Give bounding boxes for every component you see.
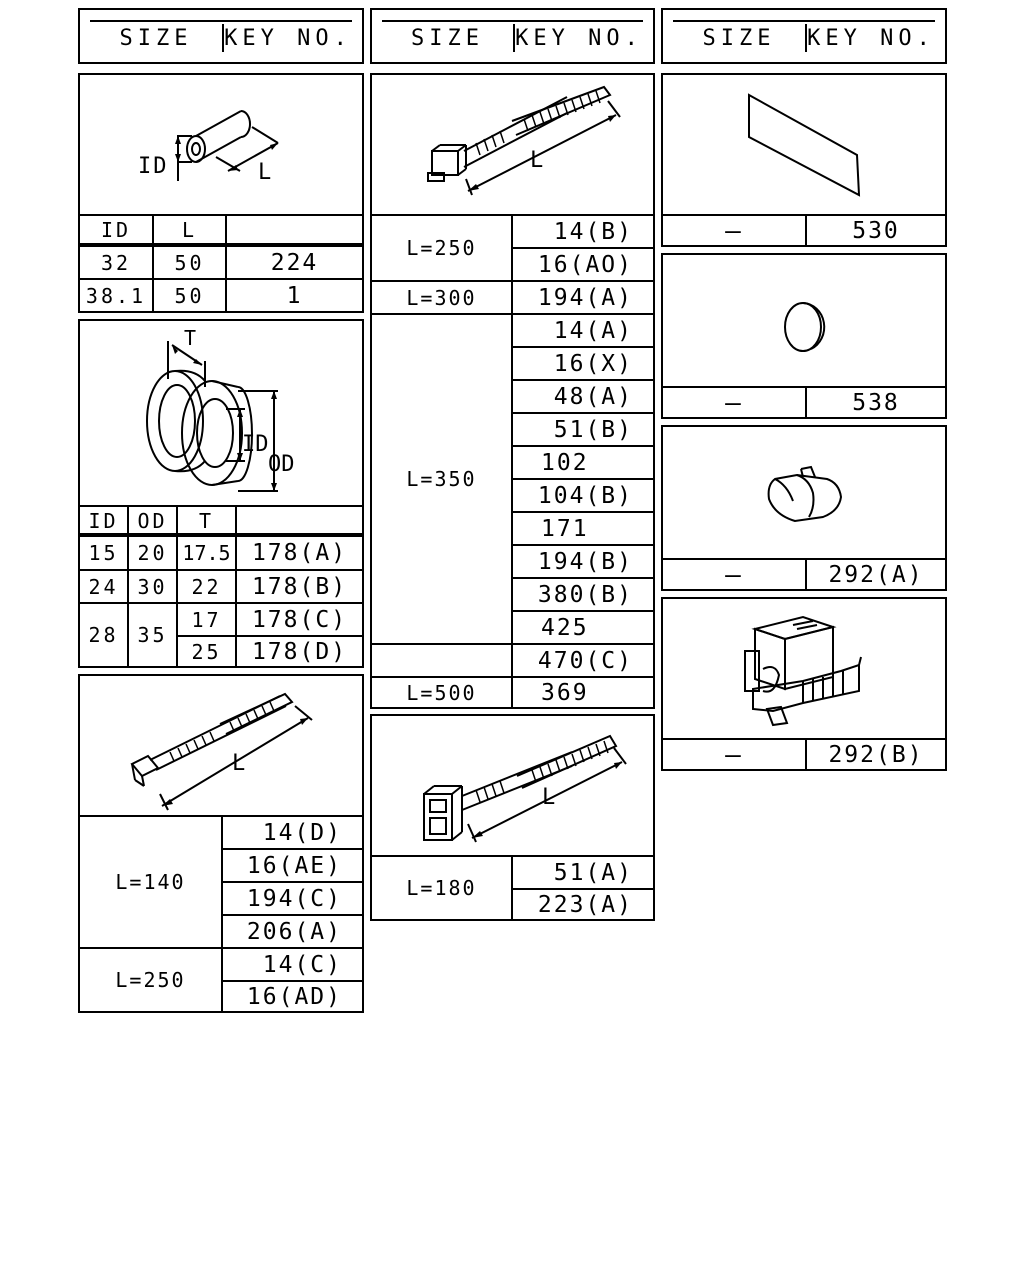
cable-tie-180-panel	[370, 714, 655, 921]
cell-key-no: 16(AD)	[246, 983, 342, 1010]
dim-l-label: L	[258, 160, 272, 185]
cell-key-no: 16(X)	[553, 350, 633, 377]
cell-t: 22	[191, 574, 222, 599]
cell-key-no: 538	[852, 389, 900, 416]
cell-key-no: 194(A)	[537, 284, 633, 311]
cell-key-no: 178(B)	[251, 573, 348, 600]
tape-sheet-panel	[661, 73, 947, 247]
cable-tie-140-panel	[78, 674, 364, 1013]
cell-key-no: 51(B)	[553, 416, 633, 443]
cell-key-no: 425	[541, 614, 589, 641]
cell-key-no: 48(A)	[553, 383, 633, 410]
header-col-3	[661, 8, 947, 64]
connector-icon	[663, 599, 945, 738]
cell-key-no: 102	[541, 449, 589, 476]
cell-size: L=300	[406, 285, 477, 310]
dim-l-label: L	[530, 148, 544, 173]
cell-key-no: 178(C)	[251, 606, 348, 633]
cell-size: —	[725, 559, 743, 590]
cell-key-no: 14(C)	[262, 951, 342, 978]
cell-t: 25	[191, 639, 222, 664]
cell-key-no: 178(A)	[251, 540, 348, 566]
dim-l-label: L	[542, 785, 556, 810]
clip-panel	[661, 425, 947, 591]
cable-tie-mount-icon	[372, 75, 653, 214]
cell-key-no: 223(A)	[537, 891, 633, 918]
col-header-id: ID	[88, 508, 119, 533]
cell-id: 28	[88, 623, 119, 647]
cell-od: 20	[137, 541, 168, 565]
cell-l: 50	[174, 250, 205, 275]
cell-size: L=500	[406, 680, 477, 705]
header-key-no: KEY NO.	[807, 25, 935, 51]
dim-od-label: OD	[268, 452, 295, 477]
grommet-icon	[80, 321, 362, 505]
header-col-1	[78, 8, 364, 64]
tape-sheet-icon	[663, 75, 945, 214]
col-header-od: OD	[137, 508, 168, 533]
cell-key-no: 224	[270, 249, 319, 276]
cell-id: 15	[88, 541, 119, 565]
cell-l: 50	[174, 283, 205, 308]
cell-key-no: 16(AE)	[246, 852, 342, 879]
cell-key-no: 470(C)	[537, 647, 633, 674]
cell-od: 35	[137, 623, 168, 647]
plug-cap-icon	[663, 255, 945, 386]
collar-panel	[78, 73, 364, 313]
header-size: SIZE	[702, 25, 776, 51]
cell-key-no: 171	[541, 515, 589, 542]
cell-size: —	[725, 215, 743, 246]
cell-size: L=140	[115, 870, 186, 894]
col-header-id: ID	[100, 218, 132, 242]
cell-key-no: 104(B)	[537, 482, 633, 509]
dim-l-label: L	[232, 751, 246, 776]
plug-cap-panel	[661, 253, 947, 419]
collar-icon	[80, 75, 362, 214]
cell-id: 38.1	[85, 283, 147, 308]
cell-id: 32	[100, 250, 132, 275]
dim-id-label: ID	[138, 154, 169, 179]
header-size: SIZE	[411, 25, 484, 51]
header-key-no: KEY NO.	[515, 25, 643, 51]
cable-tie-mount-panel	[370, 73, 655, 709]
cable-tie-block-icon	[372, 716, 653, 855]
cell-key-no: 194(B)	[537, 548, 633, 575]
cell-key-no: 206(A)	[246, 918, 342, 945]
cell-od: 30	[137, 574, 168, 599]
cell-id: 24	[88, 574, 119, 599]
cell-key-no: 194(C)	[246, 885, 342, 912]
cell-key-no: 292(A)	[828, 561, 924, 588]
cell-key-no: 292(B)	[828, 741, 924, 768]
cell-key-no: 51(A)	[553, 859, 633, 886]
cell-t: 17	[191, 607, 222, 632]
cell-key-no: 380(B)	[537, 581, 633, 608]
clip-icon	[663, 427, 945, 558]
cell-size: L=250	[115, 968, 186, 992]
cell-key-no: 14(B)	[553, 218, 633, 245]
cell-size: L=350	[406, 467, 477, 491]
cell-key-no: 16(AO)	[537, 251, 633, 278]
cell-key-no: 369	[541, 679, 589, 706]
cell-size: L=180	[406, 876, 477, 900]
cell-t: 17.5	[182, 541, 231, 565]
col-header-t: T	[198, 508, 215, 533]
cable-tie-icon	[80, 676, 362, 815]
cell-size: —	[725, 387, 743, 418]
grommet-panel	[78, 319, 364, 668]
header-key-no: KEY NO.	[224, 25, 352, 51]
cell-key-no: 530	[852, 217, 900, 244]
header-col-2	[370, 8, 655, 64]
dim-t-label: T	[184, 326, 197, 350]
cell-key-no: 1	[286, 282, 303, 309]
header-size: SIZE	[119, 25, 193, 51]
cell-size: L=250	[406, 236, 477, 260]
dim-id-label: ID	[242, 432, 269, 457]
col-header-l: L	[181, 218, 198, 242]
cell-key-no: 14(A)	[553, 317, 633, 344]
cell-size: —	[725, 739, 743, 770]
cell-key-no: 178(D)	[251, 638, 348, 665]
connector-panel	[661, 597, 947, 771]
cell-key-no: 14(D)	[262, 819, 342, 846]
